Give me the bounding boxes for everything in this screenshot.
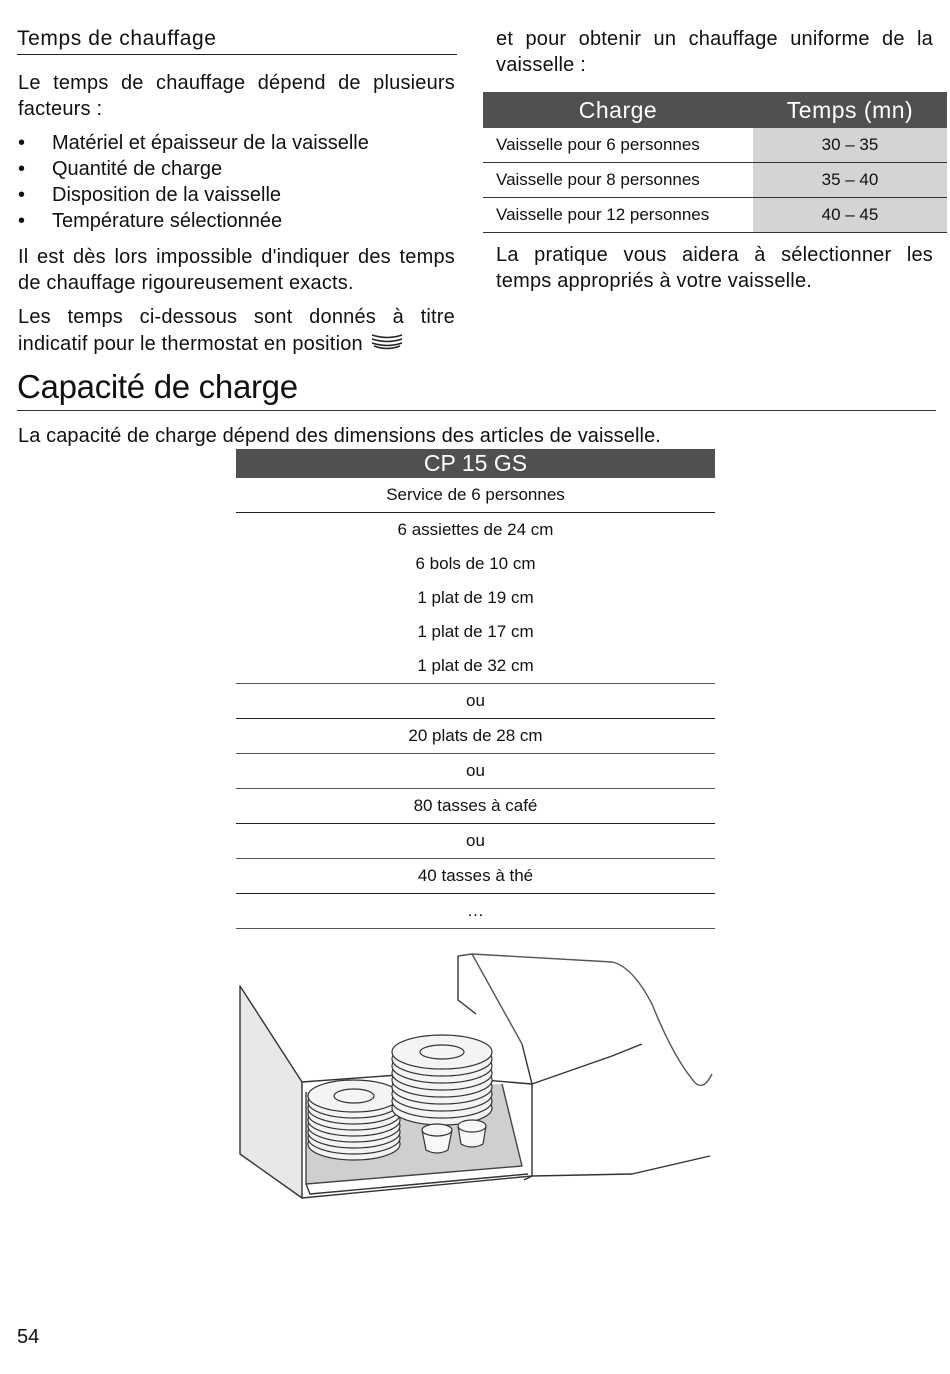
heating-intro: Le temps de chauffage dépend de plusieurs facteurs : (18, 72, 455, 120)
load-cell: Vaisselle pour 6 personnes (483, 128, 753, 163)
table-header-row (236, 449, 715, 478)
heating-right-intro: et pour obtenir un chauffage uniforme de la vaisselle : (496, 28, 933, 76)
table-row (483, 198, 947, 233)
item-cell: 1 plat de 17 cm (417, 622, 534, 641)
item-cell: 1 plat de 32 cm (236, 649, 715, 684)
table-row (483, 128, 947, 163)
table-row (236, 684, 715, 719)
heating-note-indicative (18, 304, 455, 359)
section-title-heating-time: Temps de chauffage (17, 26, 457, 55)
heating-right-outro: La pratique vous aidera à sélectionner les temps appropriés à votre vaisselle. (496, 244, 933, 292)
bullet: • (18, 210, 26, 232)
list-item (18, 208, 455, 234)
table-row (236, 513, 715, 548)
table-row (236, 615, 715, 649)
table-header-row (483, 92, 947, 128)
model-header: CP 15 GS (236, 449, 715, 478)
table-row (236, 478, 715, 513)
list-item (18, 182, 455, 208)
section-title-capacity: Capacité de charge (17, 368, 936, 411)
table-row (236, 754, 715, 789)
alt-cell: ou (236, 754, 715, 789)
capacity-table (236, 449, 715, 929)
factor-text: Quantité de charge (52, 158, 223, 180)
item-cell: 6 assiettes de 24 cm (397, 520, 554, 539)
subheader-cell: Service de 6 personnes (236, 478, 715, 513)
alt-cell: ou (236, 824, 715, 859)
capacity-intro: La capacité de charge dépend des dimensions des articles de vaisselle. (18, 425, 661, 447)
alt-cell: 80 tasses à café (236, 789, 715, 824)
table-row (236, 789, 715, 824)
alt-cell: ou (236, 684, 715, 719)
bullet: • (18, 132, 26, 154)
column-header-charge: Charge (483, 92, 753, 128)
list-item (18, 130, 455, 156)
factor-text: Température sélectionnée (52, 210, 283, 232)
table-row (236, 719, 715, 754)
bullet: • (18, 184, 26, 206)
table-row (236, 649, 715, 684)
heating-note-text: Les temps ci-dessous sont donnés à titre indicatif pour le thermostat en position (18, 306, 455, 355)
factor-text: Matériel et épaisseur de la vaisselle (52, 132, 369, 154)
plates-stack-icon (369, 330, 405, 359)
page-number: 54 (17, 1326, 40, 1348)
time-cell: 30 – 35 (753, 128, 947, 163)
alt-cell: 40 tasses à thé (236, 859, 715, 894)
table-row (236, 859, 715, 894)
bullet: • (18, 158, 26, 180)
list-item (18, 156, 455, 182)
warming-drawer-with-plates-illustration (232, 944, 720, 1206)
table-row (236, 894, 715, 929)
load-cell: Vaisselle pour 8 personnes (483, 163, 753, 198)
column-header-time: Temps (mn) (753, 92, 947, 128)
item-cell: 1 plat de 19 cm (417, 588, 534, 607)
alt-cell: … (236, 894, 715, 929)
time-cell: 40 – 45 (753, 198, 947, 233)
item-cell: 6 bols de 10 cm (415, 554, 536, 573)
table-row (483, 163, 947, 198)
table-row (236, 547, 715, 581)
heating-note-exactness: Il est dès lors impossible d'indiquer des temps de chauffage rigoureusement exacts. (18, 246, 455, 294)
table-row (236, 824, 715, 859)
factors-list (18, 130, 455, 234)
alt-cell: 20 plats de 28 cm (236, 719, 715, 754)
time-cell: 35 – 40 (753, 163, 947, 198)
factor-text: Disposition de la vaisselle (52, 184, 282, 206)
table-row (236, 581, 715, 615)
load-cell: Vaisselle pour 12 personnes (483, 198, 753, 233)
heating-time-table (483, 92, 947, 233)
